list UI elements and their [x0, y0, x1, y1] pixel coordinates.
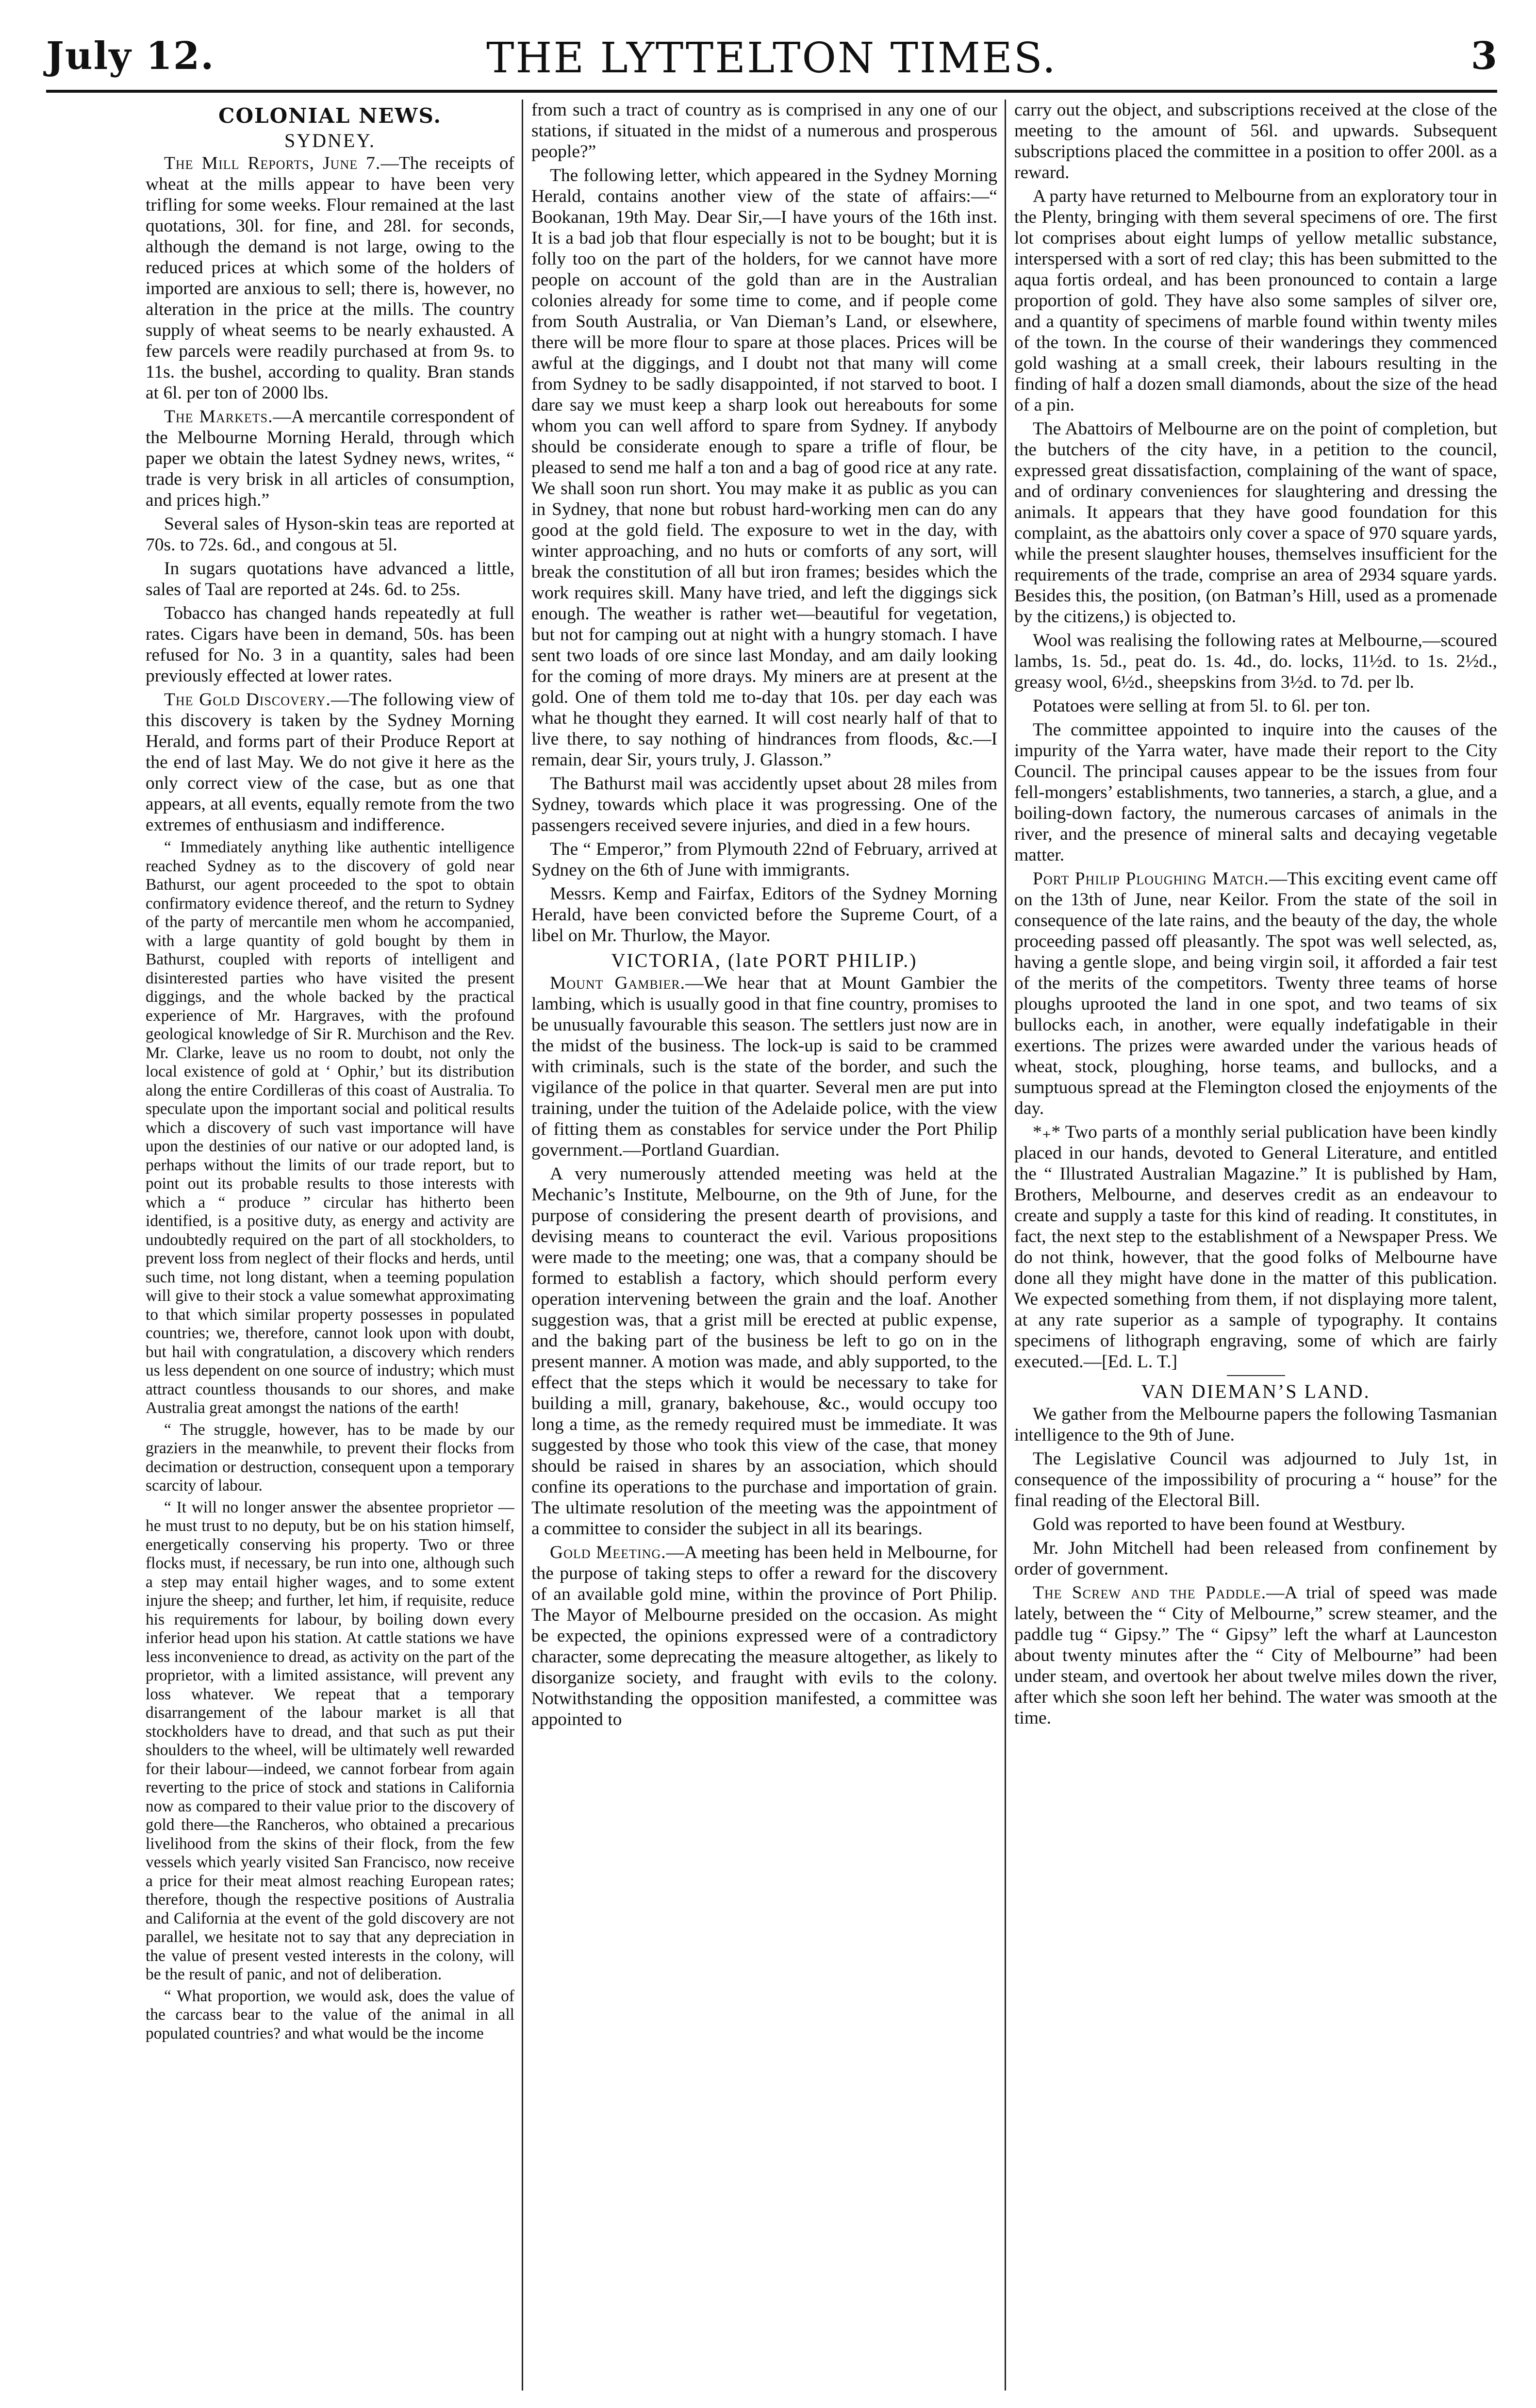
paragraph: carry out the object, and subscriptions received at the close of the meeting to the amount of 56l. and upwards. Subsequent subscriptions placed the committee in a position to offer 200l. as a reward. — [1014, 100, 1497, 183]
quoted-paragraph: “ The struggle, however, has to be made by our graziers in the meanwhile, to prevent their flocks from decimation or destruction, consequent upon a temporary scarcity of labour. — [146, 1420, 514, 1495]
page-number: 3 — [1470, 34, 1497, 78]
paragraph: The Bathurst mail was accidently upset about 28 miles from Sydney, towards which place it was progressing. One of the passengers received severe injuries, and died in a few hours. — [531, 774, 997, 835]
article-text: —The following view of this discovery is taken by the Sydney Morning Herald, and forms part of their Produce Report at the end of last May. We do not give it here as the only correct view of the case, but as one that appears, at all events, equally remote from the two extremes of enthusiasm and indifference. — [146, 690, 514, 835]
paragraph: Tobacco has changed hands repeatedly at full rates. Cigars have been in demand, 50s. has been refused for No. 3 in a quantity, sales had been previously effected at lower rates. — [146, 603, 514, 686]
paragraph: Gold was reported to have been found at Westbury. — [1033, 1514, 1405, 1534]
article-mill-reports — [146, 153, 514, 403]
article-lead: The Gold Discovery. — [164, 690, 331, 710]
article-lead: Port Philip Ploughing Match. — [1033, 869, 1269, 889]
paragraph: Wool was realising the following rates at Melbourne,—scoured lambs, 1s. 5d., peat do. 1s. 4d., do. locks, 11½d. to 1s. 2½d., greasy wool, 6½d., sheepskins from 3½d. to 7d. per lb. — [1014, 631, 1497, 692]
paragraph: In sugars quotations have advanced a little, sales of Taal are reported at 24s. 6d. to 25s. — [146, 559, 514, 599]
quoted-paragraph: “ It will no longer answer the absentee proprietor —he must trust to no deputy, but be on his station himself, energetically conserving his property. Two or three flocks must, if necessary, be run into one, although such a step may entail higher wages, and to some extent injure the sheep; and further, let him, if requisite, reduce his requirements for labour, by boiling down every inferior head upon his station. At cattle stations we have less inconvenience to dread, as activity on the part of the proprietor, with a limited assistance, will prevent any loss whatever. We repeat that a temporary disarrangement of the labour market is all that stockholders have to dread, and that such as put their shoulders to the wheel, will be ultimately well rewarded for their labour—indeed, we cannot forbear from again reverting to the price of stock and stations in California now as compared to their value prior to the discovery of gold there—the Rancheros, who obtained a precarious livelihood from the skins of their flock, from the few vessels which yearly visited San Francisco, now receive a price for their meat almost reaching European rates; therefore, though the respective positions of Australia and California at the event of the gold discovery are not parallel, we hesitate not to say that any depreciation in the value of present vested interests in the colony, will be the result of panic, and not of deliberation. — [146, 1498, 514, 1983]
paragraph: We gather from the Melbourne papers the following Tasmanian intelligence to the 9th of June. — [1014, 1404, 1497, 1445]
paragraph: Potatoes were selling at from 5l. to 6l. per ton. — [1033, 696, 1371, 716]
paragraph: A party have returned to Melbourne from an exploratory tour in the Plenty, bringing with them several specimens of ore. The first lot comprises about eight lumps of yellow metallic substance, interspersed with a sort of red clay; this has been submitted to the aqua fortis ordeal, and has been pronounced to contain a large proportion of gold. They have also some samples of silver ore, and a quantity of specimens of marble found within twenty miles of the town. In the course of their wanderings they commenced gold washing at a small creek, their labours resulting in the finding of half a dozen small diamonds, about the size of the head of a pin. — [1014, 186, 1497, 415]
article-gold-meeting — [531, 1542, 997, 1730]
article-lead: Mount Gambier. — [550, 973, 686, 993]
paragraph: Messrs. Kemp and Fairfax, Editors of the Sydney Morning Herald, have been convicted before the Supreme Court, of a libel on Mr. Thurlow, the Mayor. — [531, 884, 997, 946]
article-lead: Gold Meeting. — [550, 1543, 666, 1562]
column-3 — [1014, 100, 1497, 2395]
paragraph: The “ Emperor,” from Plymouth 22nd of February, arrived at Sydney on the 6th of June with immigrants. — [531, 839, 997, 880]
article-ploughing-match — [1014, 868, 1497, 1119]
column-2 — [531, 100, 997, 2395]
column-rule-2 — [1005, 100, 1006, 2391]
paragraph-letter: The following letter, which appeared in the Sydney Morning Herald, contains another view of the state of affairs:—“ Bookanan, 19th May. Dear Sir,—I have yours of the 16th inst. It is a bad job that flour especially is not to be bought; but it is folly too on the part of the holders, for we cannot have more people on account of the gold than are in the Australian colonies already for some time to come, and if people come from South Australia, or Van Dieman’s Land, or elsewhere, there will be more flour to spare at those places. Prices will be awful at the diggings, and I doubt not that many will come from Sydney to be sadly disappointed, if not starved to boot. I dare say we must keep a sharp look out hereabouts for some whom you can well afford to spare from Sydney. If anybody should be considerate enough to spare a trifle of flour, be pleased to send me half a ton and a bag of good rice at any rate. We shall soon run short. You may make it as public as you can in Sydney, that none but robust hard-working men can do any good at the gold field. The exposure to wet in the day, with winter approaching, and no huts or comforts of any sort, will break the constitution of all but iron frames; besides which the work requires skill. Many have tried, and left the diggings sick enough. The weather is rather wet—beautiful for vegetation, but not for camping out at night with a hungry stomach. I have sent two loads of ore since last Monday, and am daily looking for the coming of more drays. My miners are at present at the gold. One of them told me to-day that 10s. per day each was what he thought they earned. It will cost nearly half of that to live there, to say nothing of hindrances from floods, &c.—I remain, dear Sir, yours truly, J. Glasson.” — [531, 166, 997, 770]
paragraph: A very numerously attended meeting was held at the Mechanic’s Institute, Melbourne, on the 9th of June, for the purpose of considering the present dearth of provisions, and devising means to counteract the evil. Various propositions were made to the meeting; one was, that a company should be formed to establish a factory, which should perform every operation intervening between the grain and the loaf. Another suggestion was, that a grist mill be erected at public expense, and the baking part of the business be left to go on in the present manner. A motion was made, and ably supported, to the effect that the steps which it would be necessary to take for building a mill, granary, bakehouse, &c., would occupy too long a time, as the remedy required must be immediate. It was suggested by those who took this view of the case, that money should be raised in shares by an association, which should confine its operations to the purchase and importation of grain. The ultimate resolution of the meeting was the appointment of a committee to consider the subject in all its bearings. — [531, 1164, 997, 1539]
paragraph: The Abattoirs of Melbourne are on the point of completion, but the butchers of the city have, in a petition to the council, expressed great dissatisfaction, complaining of the want of space, and of ordinary conveniences for slaughtering and dressing the animals. It appears that they have good foundation for this complaint, as the abattoirs only cover a space of 970 square yards, while the present slaughter houses, themselves insufficient for the requirements of the trade, comprise an area of 2934 square yards. Besides this, the position, (on Batman’s Hill, used as a promenade by the citizens,) is objected to. — [1014, 419, 1497, 627]
subheading-sydney: SYDNEY. — [284, 130, 376, 151]
newspaper-title: THE LYTTELTON TIMES. — [486, 34, 1057, 83]
masthead-rule — [46, 90, 1497, 93]
paragraph: *₊* Two parts of a monthly serial publication have been kindly placed in our hands, devoted to General Literature, and entitled the “ Illustrated Australian Magazine.” It is published by Ham, Brothers, Melbourne, and deserves credit as an endeavour to create and supply a taste for this kind of reading. It constitutes, in fact, the next step to the establishment of a Newspaper Press. We do not think, however, that the good folks of Melbourne have done all they might have done in the matter of this publication. We expected something from them, if not displaying more talent, at any rate superior as a sample of typography. It contains specimens of lithograph engraving, some of which are fairly executed.—[Ed. L. T.] — [1014, 1122, 1497, 1372]
paragraph: The committee appointed to inquire into the causes of the impurity of the Yarra water, have made their report to the City Council. The principal causes appear to be the issues from four fell-mongers’ establishments, two tanneries, a starch, a glue, and a boiling-down factory, the numerous carcases of animals in the river, and the presence of mineral salts and decaying vegetable matter. — [1014, 720, 1497, 865]
article-text: —A mercantile correspondent of the Melbourne Morning Herald, through which paper we obtain the latest Sydney news, writes, “ trade is very brisk in all articles of consumption, and prices high.” — [146, 407, 514, 510]
article-lead: The Markets. — [164, 407, 273, 427]
article-markets — [146, 406, 514, 511]
article-text: —We hear that at Mount Gambier the lambing, which is usually good in that fine country, promises to be unusually favourable this season. The settlers just now are in the midst of the business. The lock-up is said to be crammed with criminals, such is the state of the border, and such the vigilance of the police in that quarter. Several men are put into training, under the tuition of the Adelaide police, with the view of fitting them as constables for service under the Port Philip government.—Portland Guardian. — [531, 973, 997, 1160]
column-1 — [146, 100, 514, 2395]
quoted-paragraph: “ What proportion, we would ask, does the value of the carcass bear to the value of the animal in all populated countries? and what would be the income — [146, 1987, 514, 2043]
masthead — [46, 34, 1497, 87]
column-rule-1 — [522, 100, 523, 2391]
article-text: —This exciting event came off on the 13th of June, near Keilor. From the state of the soil in consequence of the late rains, and the beauty of the day, the whole proceeding passed off pleasantly. The spot was well selected, as, having a gentle slope, and being virgin soil, it afforded a fair test of the merits of the competitors. Twenty three teams of horse ploughs uprooted the land in one spot, and two teams of six bullocks each, in another, were equally indefatigable in their exertions. The prizes were awarded under the various heads of wheat, stock, ploughing, horse teams, and bullocks, and a sumptuous spread at the Flemington closed the enjoyments of the day. — [1014, 869, 1497, 1118]
article-gold-discovery — [146, 689, 514, 835]
paragraph: from such a tract of country as is comprised in any one of our stations, if situated in the midst of a numerous and prosperous people?” — [531, 100, 997, 162]
divider — [1227, 1375, 1285, 1376]
paragraph: Several sales of Hyson-skin teas are reported at 70s. to 72s. 6d., and congous at 5l. — [146, 514, 514, 555]
subheading-victoria: VICTORIA, (late PORT PHILIP.) — [611, 949, 918, 971]
paragraph: The Legislative Council was adjourned to July 1st, in consequence of the impossibility of procuring a “ house” for the final reading of the Electoral Bill. — [1014, 1449, 1497, 1511]
article-screw-and-paddle — [1014, 1582, 1497, 1728]
article-lead: The Mill Reports, June 7. — [164, 153, 381, 173]
article-lead: The Screw and the Paddle. — [1033, 1583, 1267, 1603]
article-mount-gambier — [531, 973, 997, 1161]
article-text: —A trial of speed was made lately, between the “ City of Melbourne,” screw steamer, and the paddle tug “ Gipsy.” The “ Gipsy” left the wharf at Launceston about twenty minutes after the “ City of Melbourne” had been under steam, and overtook her about twelve miles down the river, after which she soon left her behind. The water was smooth at the time. — [1014, 1583, 1497, 1728]
quoted-paragraph: “ Immediately anything like authentic intelligence reached Sydney as to the discovery of gold near Bathurst, our agent proceeded to the spot to obtain confirmatory evidence thereof, and the return to Sydney of the party of mercantile men whom he accompanied, with a large quantity of gold bought by them in Bathurst, coupled with reports of intelligent and disinterested parties who have visited the present diggings, and the whole backed by the practical experience of Mr. Hargraves, with the profound geological knowledge of Sir R. Murchison and the Rev. Mr. Clarke, leave us no room to doubt, not only the local existence of gold at ‘ Ophir,’ but its distribution along the entire Cordilleras of this coast of Australia. To speculate upon the important social and political results which a discovery of such vast importance will have upon the destinies of our native or our adopted land, is perhaps without the limits of our trade report, but to point out its probable results to those interests with which a “ produce ” circular has hitherto been identified, is a positive duty, as energy and activity are undoubtedly required on the part of all stockholders, to prevent loss from neglect of their flocks and herds, until such time, not long distant, when a teeming population will give to their stock a value somewhat approximating to that which similar property possesses in populated countries; we, therefore, cannot look upon with doubt, but hail with congratulation, a discovery which renders us less dependent on one source of industry; which must attract countless thousands to our shores, and make Australia great amongst the nations of the earth! — [146, 838, 514, 1417]
issue-date: July 12. — [46, 34, 215, 78]
article-text: —A meeting has been held in Melbourne, for the purpose of taking steps to offer a reward for the discovery of an available gold mine, within the province of Port Philip. The Mayor of Melbourne presided on the occasion. As might be expected, the opinions expressed were of a contradictory character, some deprecating the measure altogether, as likely to disorganize society, and fraught with evils to the colony. Notwithstanding the opposition manifested, a committee was appointed to — [531, 1543, 997, 1729]
article-text: —The receipts of wheat at the mills appear to have been very trifling for some weeks. Flour remained at the last quotations, 30l. for fine, and 28l. for seconds, although the demand is not large, owing to the reduced prices at which some of the holders of imported are anxious to sell; there is, however, no alteration in the price at the mills. The country supply of wheat seems to be nearly exhausted. A few parcels were readily purchased at from 9s. to 11s. the bushel, according to quality. Bran stands at 6l. per ton of 2000 lbs. — [146, 153, 514, 403]
section-heading-colonial-news: COLONIAL NEWS. — [218, 104, 442, 128]
subheading-van-diemans-land: VAN DIEMAN’S LAND. — [1141, 1380, 1371, 1402]
paragraph: Mr. John Mitchell had been released from confinement by order of government. — [1014, 1538, 1497, 1579]
